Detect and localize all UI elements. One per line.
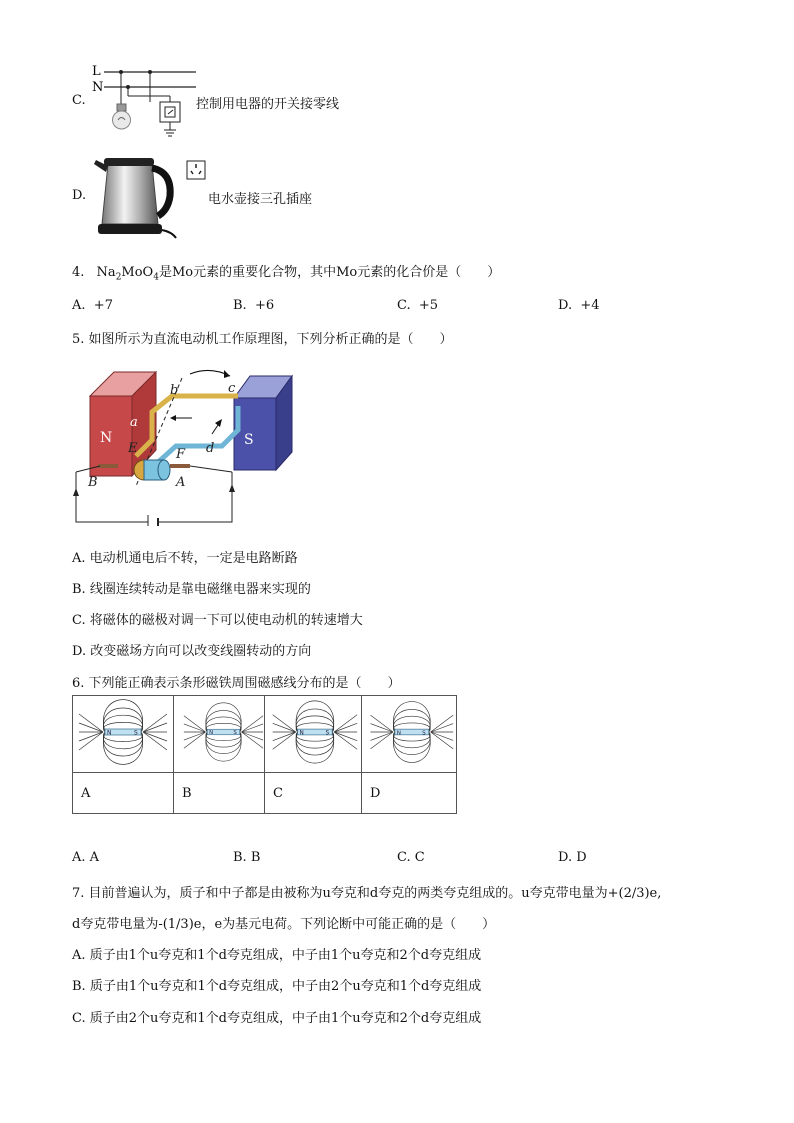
q5-stem: 5. 如图所示为直流电动机工作原理图，下列分析正确的是（ ） (72, 332, 453, 347)
svg-text:d: d (206, 441, 215, 456)
south-magnet (234, 376, 292, 470)
svg-text:S: S (134, 729, 138, 737)
cell-label-b: B (174, 773, 265, 814)
q6-option-a: A. A (72, 850, 100, 865)
q7-stem-line1: 7. 目前普遍认为，质子和中子都是由被称为u夸克和d夸克的两类夸克组成的。u夸克带电量为+(2/3)e, (72, 886, 662, 901)
q4-stem-text: 是Mo元素的重要化合物，其中Mo元素的化合价是（ ） (158, 265, 501, 280)
svg-text:a: a (130, 415, 138, 430)
field-figure-b (174, 696, 265, 773)
q7-option-c: C. 质子由2个u夸克和1个d夸克组成，中子由1个u夸克和2个d夸克组成 (72, 1011, 482, 1026)
q5-option-a: A. 电动机通电后不转，一定是电路断路 (72, 551, 298, 566)
electric-kettle-icon (92, 150, 178, 242)
q6-option-c: C. C (397, 850, 425, 865)
q4-number: 4. (72, 265, 85, 280)
line-l-label: L (92, 64, 101, 79)
q3-option-c-text: 控制用电器的开关接零线 (196, 97, 340, 112)
field-figure-d (362, 696, 457, 773)
svg-text:c: c (228, 381, 236, 396)
q5-option-d: D. 改变磁场方向可以改变线圈转动的方向 (72, 644, 312, 659)
q6-option-b: B. B (233, 850, 261, 865)
q6-stem: 6. 下列能正确表示条形磁铁周围磁感线分布的是（ ） (72, 676, 401, 691)
q4-option-d: D. +4 (558, 298, 600, 313)
svg-text:B: B (88, 475, 98, 490)
svg-text:S: S (422, 730, 426, 737)
light-bulb-icon (113, 104, 131, 129)
svg-text:F: F (176, 447, 186, 462)
field-figure-a (73, 696, 174, 773)
cell-label-a: A (73, 773, 174, 814)
svg-text:N: N (100, 430, 113, 446)
q4-option-a: A. +7 (72, 298, 113, 313)
svg-text:N: N (396, 730, 401, 737)
line-n-label: N (92, 80, 104, 95)
svg-text:S: S (244, 432, 254, 448)
q7-option-b: B. 质子由1个u夸克和1个d夸克组成，中子由2个u夸克和1个d夸克组成 (72, 979, 482, 994)
magnetic-field-table (72, 695, 457, 814)
cell-label-c: C (265, 773, 362, 814)
switch-box-icon (160, 102, 180, 122)
q3-option-d-label: D. (72, 188, 87, 203)
q5-option-c: C. 将磁体的磁极对调一下可以使电动机的转速增大 (72, 613, 363, 628)
svg-text:S: S (233, 730, 237, 737)
q4-formula: $Na_2MoO_4$ (96, 265, 159, 283)
field-figure-c (265, 696, 362, 773)
q4-stem (72, 261, 500, 283)
q6-option-d: D. D (558, 850, 587, 865)
circuit-diagram (88, 62, 200, 144)
svg-text:b: b (170, 383, 179, 398)
dc-motor-diagram (72, 360, 302, 526)
svg-text:E: E (128, 441, 138, 456)
q4-option-c: C. +5 (397, 298, 439, 313)
svg-text:N: N (107, 729, 112, 737)
q7-stem-line2: d夸克带电量为-(1/3)e，e为基元电荷。下列论断中可能正确的是（ ） (72, 917, 496, 932)
svg-text:A: A (176, 475, 186, 490)
q3-option-c-label: C. (72, 93, 86, 108)
svg-text:N: N (209, 730, 214, 737)
cell-label-d: D (362, 773, 457, 814)
svg-text:N: N (299, 730, 304, 737)
svg-text:S: S (325, 730, 330, 737)
q3-option-d-text: 电水壶接三孔插座 (208, 192, 313, 207)
q5-option-b: B. 线圈连续转动是靠电磁继电器来实现的 (72, 582, 311, 597)
ground-icon (164, 130, 176, 136)
three-hole-socket-icon (186, 160, 206, 180)
q7-option-a: A. 质子由1个u夸克和1个d夸克组成，中子由1个u夸克和2个d夸克组成 (72, 948, 482, 963)
q4-option-b: B. +6 (233, 298, 275, 313)
